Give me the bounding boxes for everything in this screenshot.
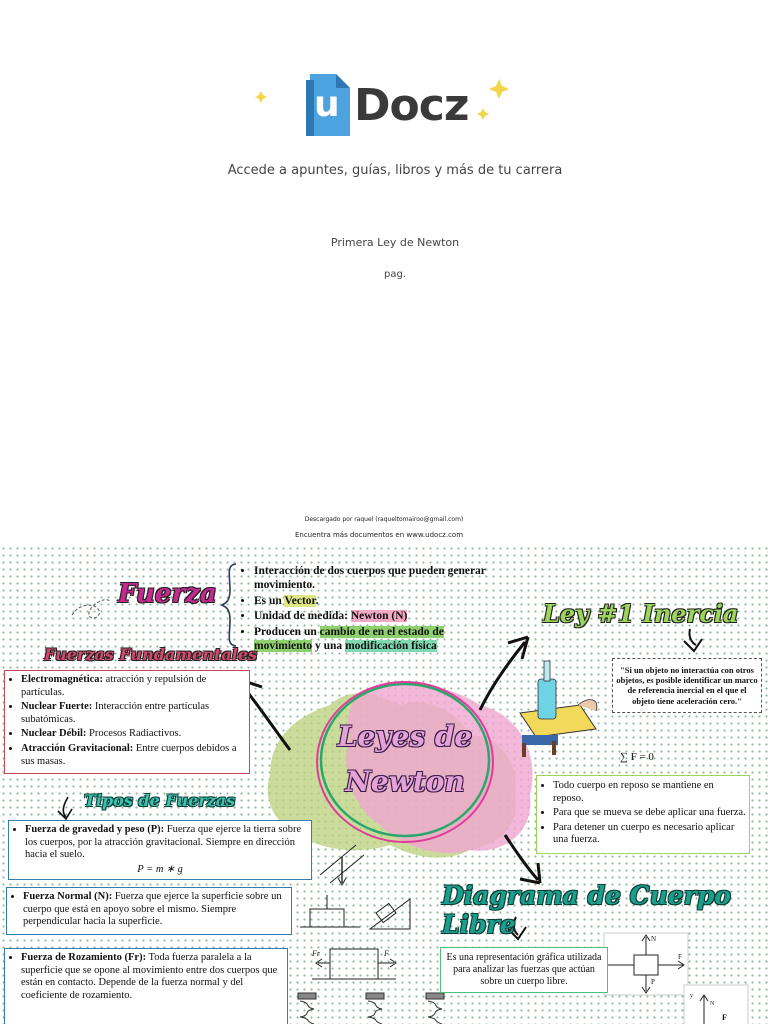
fuerza-definition-list: [240, 565, 490, 656]
fuerza-normal-box: [6, 887, 292, 935]
udocz-logo[interactable]: [250, 70, 520, 140]
ley1-point: • Para que se mueva se debe aplicar una fuerza.: [553, 807, 747, 820]
sparkle-icon: [255, 91, 267, 103]
logo-text: Docz: [354, 80, 469, 131]
fundamental-force-item: • Electromagnética: atracción y repulsión de partículas.: [21, 674, 247, 699]
fuerzas-fundamentales-box: [4, 670, 250, 774]
diagrama-cuerpo-libre-title: Diagrama de Cuerpo Libre: [442, 881, 731, 939]
fuerza-bracket: [222, 564, 236, 646]
curl-arrow-icon: [63, 797, 68, 817]
fundamental-force-item: • Nuclear Fuerte: Interacción entre partículas subatómicas.: [21, 701, 247, 726]
sparkle-icon: [489, 79, 509, 99]
center-title-line-2: Newton: [345, 764, 465, 798]
center-title-line-1: Leyes de: [337, 720, 473, 753]
spring-diagrams: [298, 993, 444, 1024]
equilibrium-formula: ∑ F = 0: [620, 751, 654, 763]
squiggle-decoration: [72, 600, 110, 618]
tipos-de-fuerzas-title: Tipos de Fuerzas: [84, 791, 236, 810]
fuerzas-fundamentales-title: Fuerzas Fundamentales: [44, 645, 258, 664]
normal-force-item: • Fuerza Normal (N): Fuerza que ejerce la superficie sobre un cuerpo que está en apoyo sobre el mismo. Siempre perpendicular hacia la superficie.: [23, 891, 289, 929]
fuerza-point: • Producen un cambio de en el estado de movimiento y una modificación física: [254, 626, 490, 654]
downloaded-by-text: Descargado por raquel (raqueltomairoo@gmail.com): [304, 516, 464, 523]
weight-vector-diagram: [320, 845, 364, 885]
friction-force-item: • Fuerza de Rozamiento (Fr): Toda fuerza paralela a la superficie que se opone al movimiento entre dos cuerpos que están en contacto. Depende de la fuerza normal y del coeficiente de rozamiento.: [21, 952, 285, 1002]
normal-force-diagram: [300, 895, 410, 929]
normal-label-2: N: [710, 1001, 715, 1007]
ley1-point: • Para detener un cuerpo es necesario aplicar una fuerza.: [553, 822, 747, 847]
y-axis-label: y: [690, 993, 693, 999]
curl-arrow-icon: [684, 639, 702, 651]
ley1-points-box: [536, 775, 750, 854]
ley1-quote-box: "Si un objeto no interactúa con otros objetos, es posible identificar un marco de referencia inercial en el que el objeto tiene aceleración cero.": [612, 658, 762, 713]
tagline: Accede a apuntes, guías, libros y más de tu carrera: [227, 163, 563, 178]
page-label: pag.: [383, 269, 406, 280]
sparkle-icon: [477, 108, 489, 120]
free-body-diagram: [604, 933, 748, 1024]
force-label-2: F: [722, 1013, 727, 1022]
fuerza-rozamiento-box: [4, 948, 288, 1024]
ley1-point: • Todo cuerpo en reposo se mantiene en reposo.: [553, 780, 747, 805]
friction-label: Fr: [312, 949, 320, 958]
mind-map-page: [0, 545, 768, 1024]
document-title: Primera Ley de Newton: [330, 236, 460, 249]
ley1-inercia-title: Ley #1 Inercia: [543, 599, 739, 628]
more-documents-link[interactable]: Encuentra más documentos en www.udocz.com: [294, 531, 464, 539]
bottle-on-table-illustration: [520, 661, 597, 757]
fuerza-point: • Es un Vector.: [254, 595, 490, 609]
fuerza-point: • Interacción de dos cuerpos que pueden generar movimiento.: [254, 565, 490, 593]
fundamental-force-item: • Atracción Gravitacional: Entre cuerpos debidos a sus masas.: [21, 743, 247, 768]
fuerza-gravedad-box: [8, 820, 312, 880]
normal-label: N: [651, 935, 657, 943]
arrow-to-dcl: [505, 835, 538, 880]
weight-formula: P = m ∗ g: [137, 863, 183, 875]
force-label: F: [678, 953, 682, 961]
weight-label: P: [651, 978, 655, 986]
gravity-force-item: • Fuerza de gravedad y peso (P): Fuerza que ejerce la tierra sobre los cuerpos, por la atracción gravitacional. Siempre en dirección hacia el suelo.: [25, 824, 309, 862]
fuerza-point: • Unidad de medida: Newton (N): [254, 610, 490, 624]
fuerza-title: Fuerza: [118, 579, 217, 609]
dcl-description-box: Es una representación gráfica utilizada para analizar las fuerzas que actúan sobre un cuerpo libre.: [440, 947, 608, 993]
fundamental-force-item: • Nuclear Débil: Procesos Radiactivos.: [21, 728, 247, 741]
applied-force-label: F: [384, 949, 389, 958]
center-title: [330, 715, 480, 805]
logo-letter: u: [314, 84, 340, 125]
